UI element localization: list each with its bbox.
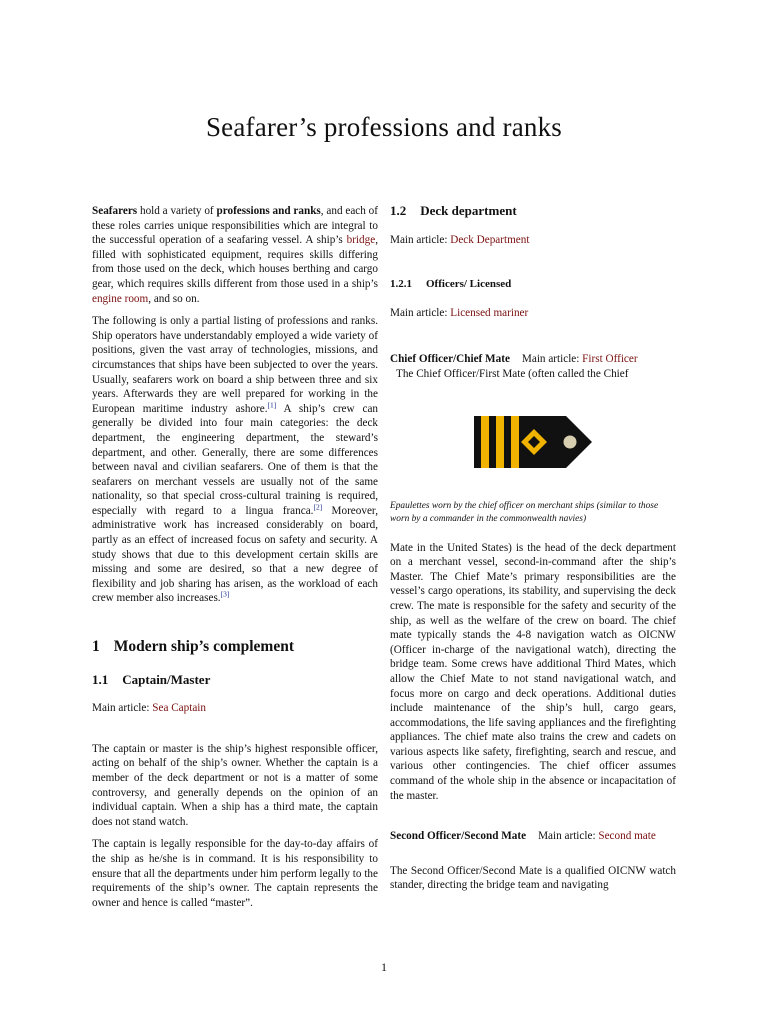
main-article-label: Main article:: [390, 233, 451, 246]
main-article-deck: [390, 233, 676, 248]
main-article-label: Main article:: [390, 306, 451, 319]
reference-3[interactable]: [3]: [220, 589, 230, 599]
chief-officer-lead: The Chief Officer/First Mate (often called the Chief: [396, 367, 629, 380]
right-column: [390, 204, 676, 901]
intro-paragraph-1: [92, 204, 378, 306]
text-span: A ship’s crew can generally be divided into four main categories: the deck department, the engineering department, the steward’s department, and other. Generally, there are some differences between naval and civilian seafarers. One of them is that the seafarers on merchant vessels are usually not of the same nationality, so that special cross-cultural training is required, especially with regard to a lingua franca.: [92, 402, 379, 517]
figure-caption: Epaulettes worn by the chief officer on merchant ships (similar to those worn by a commander in the commonwealth navies): [390, 500, 659, 525]
page-title: Seafarer’s professions and ranks: [205, 112, 563, 142]
section-title: Captain/Master: [122, 671, 211, 687]
page-number: 1: [381, 960, 387, 974]
main-article-label: Main article:: [538, 830, 599, 843]
text-span: Moreover, administrative work has increased considerably on board, partly as an effect of increased focus on safety and security. A study shows that due to this development certain skills are missing and some are desired, so that a new degree of flexibility and job sharing has arisen, as the workload of each crew member also increases.: [92, 504, 378, 605]
section-title: Officers/ Licensed: [426, 278, 512, 291]
epaulette-stripe-1: [481, 416, 489, 468]
link-first-officer[interactable]: First Officer: [582, 353, 638, 366]
epaulette-image: [466, 406, 600, 478]
epaulette-button: [564, 435, 577, 448]
link-engine-room[interactable]: engine room: [92, 292, 149, 305]
section-heading-modern-complement: [92, 640, 378, 655]
left-column: [92, 204, 378, 918]
section-title: Deck department: [420, 203, 517, 218]
text-span: , and so on.: [148, 292, 200, 305]
text-span: , and each of these roles carries unique responsibilities which are integral to the successful operation of a seafaring vessel. A ship’s: [92, 205, 378, 247]
text-span: , filled with sophisticated equipment, requires skills differing from those used on the deck, which houses berthing and cargo gear, which requires skills different from those used in a ship’s: [92, 234, 378, 290]
reference-2[interactable]: [2]: [313, 502, 323, 512]
epaulette-stripe-3: [511, 416, 519, 468]
main-article-captain: [92, 701, 378, 716]
main-article-label: Main article:: [521, 353, 583, 366]
subsection-heading-deck: [390, 204, 676, 219]
paragraph-heading-chief-officer: Chief Officer/Chief Mate: [390, 353, 510, 366]
link-bridge[interactable]: bridge: [346, 234, 376, 247]
term-seafarers: Seafarers: [92, 205, 138, 217]
link-sea-captain[interactable]: Sea Captain: [152, 702, 207, 715]
figure-epaulette: [390, 406, 676, 478]
section-number: 1.2.1: [390, 278, 412, 291]
section-title: Modern ship’s complement: [113, 638, 294, 656]
chief-officer-heading-line: [390, 352, 676, 367]
term-professions: professions and ranks: [216, 205, 321, 217]
section-number: 1.2: [390, 203, 407, 218]
section-number: 1.1: [92, 671, 109, 687]
reference-1[interactable]: [1]: [267, 399, 277, 409]
text-span: hold a variety of: [137, 205, 217, 217]
section-number: 1: [92, 638, 100, 656]
main-article-label: Main article:: [92, 702, 153, 715]
subsubsection-heading-officers: [390, 277, 676, 292]
epaulette-stripe-2: [496, 416, 504, 468]
link-licensed-mariner[interactable]: Licensed mariner: [450, 306, 529, 319]
link-deck-department[interactable]: Deck Department: [450, 233, 530, 246]
captain-paragraph-1: The captain or master is the ship’s highest responsible officer, acting on behalf of the ship’s owner. Whether the captain is a member of the deck department or not is a matter of some controversy, and generally depends on the opinion of an individual captain. When a ship has a third mate, the captain does not stand watch.: [92, 742, 378, 828]
paragraph-heading-second-officer: Second Officer/Second Mate: [390, 830, 527, 843]
captain-paragraph-2: The captain is legally responsible for the day-to-day affairs of the ship as he/she is in command. It is his responsibility to ensure that all the departments under him perform legally to the requirements of the ship’s owner. The captain represents the owner and hence is called “master”.: [92, 838, 378, 909]
chief-officer-body: Mate in the United States) is the head of the deck department on a merchant vessel, second-in-command after the ship’s Master. The Chief Mate’s primary responsibilities are the vessel’s cargo operations, its stability, and supervising the deck crew. The mate is responsible for the safety and security of the ship, as well as the welfare of the crew on board. The chief mate typically stands the 4-8 navigation watch as OICNW (Officer in-charge of the navigational watch), directing the bridge team. Some crews have additional Third Mates, which allow the Chief Mate to not stand navigational watch, and focus more on cargo and deck operations. Additional duties include maintenance of the ship’s hull, cargo gears, accommodations, the life saving appliances and the firefighting appliances. The chief mate also trains the crew and cadets on various aspects like safety, firefighting, search and rescue, and various other contingencies. The chief officer assumes command of the whole ship in the absence or incapacitation of the master.: [390, 541, 676, 802]
link-second-mate[interactable]: Second mate: [598, 830, 656, 843]
main-article-officers: [390, 306, 676, 321]
text-span: The following is only a partial listing of professions and ranks. Ship operators have understandably employed a wide variety of positions, given the vast array of technologies, missions, and circumstances that ships have been subjected to over the years. Usually, seafarers work on board a ship between three and six years. Afterwards they are well prepared for working in the European maritime industry ashore.: [92, 315, 378, 415]
subsection-heading-captain: [92, 673, 378, 688]
second-officer-body: The Second Officer/Second Mate is a qualified OICNW watch stander, directing the bridge team and navigating: [390, 864, 676, 892]
intro-paragraph-2: [92, 314, 378, 606]
second-officer-heading-line: [390, 829, 676, 844]
